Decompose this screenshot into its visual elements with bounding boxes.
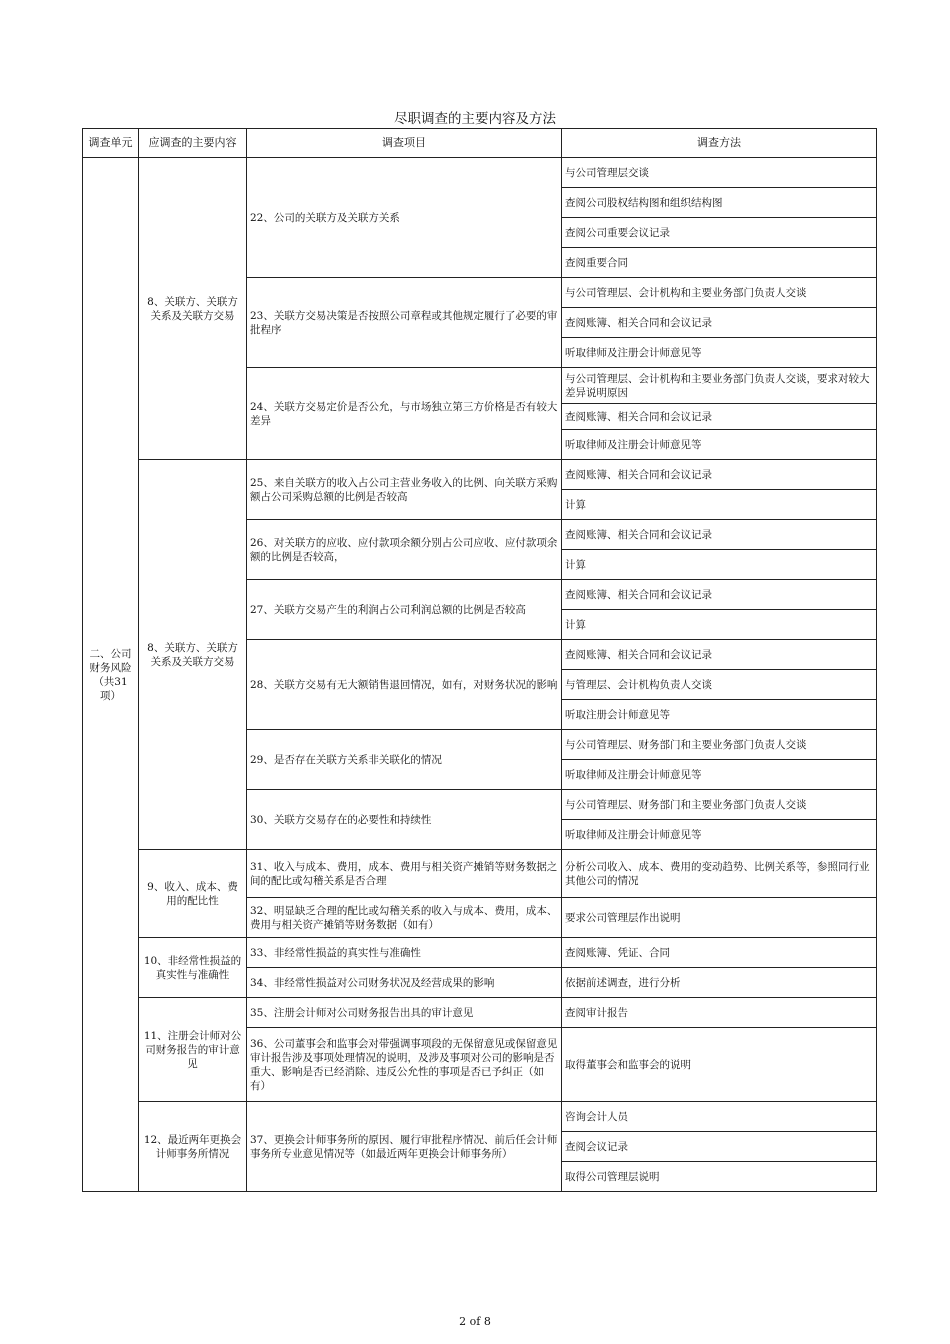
method-cell: 与公司管理层、财务部门和主要业务部门负责人交谈 xyxy=(562,730,877,760)
content-cell: 12、最近两年更换会计师事务所情况 xyxy=(139,1102,247,1192)
method-cell: 与公司管理层、会计机构和主要业务部门负责人交谈，要求对较大差异说明原因 xyxy=(562,368,877,404)
method-cell: 计算 xyxy=(562,610,877,640)
method-cell: 与公司管理层、会计机构和主要业务部门负责人交谈 xyxy=(562,278,877,308)
header-method: 调查方法 xyxy=(562,129,877,158)
method-cell: 查阅账簿、相关合同和会议记录 xyxy=(562,404,877,430)
item-cell: 31、收入与成本、费用，成本、费用与相关资产摊销等财务数据之间的配比或勾稽关系是否合理 xyxy=(247,850,562,898)
survey-unit: 二、公司财务风险（共31项） xyxy=(83,158,139,1192)
content-cell: 10、非经常性损益的真实性与准确性 xyxy=(139,938,247,998)
item-cell: 25、来自关联方的收入占公司主营业务收入的比例、向关联方采购额占公司采购总额的比例是否较高 xyxy=(247,460,562,520)
method-cell: 查阅账簿、相关合同和会议记录 xyxy=(562,308,877,338)
method-cell: 查阅账簿、相关合同和会议记录 xyxy=(562,520,877,550)
item-cell: 27、关联方交易产生的利润占公司利润总额的比例是否较高 xyxy=(247,580,562,640)
method-cell: 查阅账簿、凭证、合同 xyxy=(562,938,877,968)
table-row xyxy=(83,1102,877,1132)
method-cell: 取得公司管理层说明 xyxy=(562,1162,877,1192)
content-cell: 8、关联方、关联方关系及关联方交易 xyxy=(139,460,247,850)
table-row xyxy=(83,938,877,968)
method-cell: 与公司管理层交谈 xyxy=(562,158,877,188)
page-number: 2 of 8 xyxy=(459,1315,491,1328)
method-cell: 听取律师及注册会计师意见等 xyxy=(562,338,877,368)
table-row xyxy=(83,998,877,1028)
header-content: 应调查的主要内容 xyxy=(139,129,247,158)
method-cell: 咨询会计人员 xyxy=(562,1102,877,1132)
method-cell: 查阅重要合同 xyxy=(562,248,877,278)
page-title: 尽职调查的主要内容及方法 xyxy=(394,111,556,127)
item-cell: 33、非经常性损益的真实性与准确性 xyxy=(247,938,562,968)
item-cell: 32、明显缺乏合理的配比或勾稽关系的收入与成本、费用，成本、费用与相关资产摊销等财务数据（如有） xyxy=(247,898,562,938)
item-cell: 34、非经常性损益对公司财务状况及经营成果的影响 xyxy=(247,968,562,998)
method-cell: 查阅审计报告 xyxy=(562,998,877,1028)
due-diligence-table xyxy=(82,128,877,1192)
method-cell: 查阅会议记录 xyxy=(562,1132,877,1162)
item-cell: 24、关联方交易定价是否公允，与市场独立第三方价格是否有较大差异 xyxy=(247,368,562,460)
method-cell: 与公司管理层、财务部门和主要业务部门负责人交谈 xyxy=(562,790,877,820)
method-cell: 查阅公司股权结构图和组织结构图 xyxy=(562,188,877,218)
item-cell: 37、更换会计师事务所的原因、履行审批程序情况、前后任会计师事务所专业意见情况等（如最近两年更换会计师事务所） xyxy=(247,1102,562,1192)
method-cell: 查阅账簿、相关合同和会议记录 xyxy=(562,580,877,610)
header-unit: 调查单元 xyxy=(83,129,139,158)
item-cell: 26、对关联方的应收、应付款项余额分别占公司应收、应付款项余额的比例是否较高， xyxy=(247,520,562,580)
table-row xyxy=(83,850,877,898)
table-row xyxy=(83,158,877,188)
item-cell: 30、关联方交易存在的必要性和持续性 xyxy=(247,790,562,850)
method-cell: 计算 xyxy=(562,490,877,520)
method-cell: 要求公司管理层作出说明 xyxy=(562,898,877,938)
method-cell: 查阅账簿、相关合同和会议记录 xyxy=(562,460,877,490)
content-cell: 9、收入、成本、费用的配比性 xyxy=(139,850,247,938)
header-item: 调查项目 xyxy=(247,129,562,158)
method-cell: 查阅公司重要会议记录 xyxy=(562,218,877,248)
method-cell: 计算 xyxy=(562,550,877,580)
item-cell: 28、关联方交易有无大额销售退回情况，如有，对财务状况的影响 xyxy=(247,640,562,730)
item-cell: 22、公司的关联方及关联方关系 xyxy=(247,158,562,278)
header-row xyxy=(83,129,877,158)
method-cell: 听取注册会计师意见等 xyxy=(562,700,877,730)
item-cell: 35、注册会计师对公司财务报告出具的审计意见 xyxy=(247,998,562,1028)
item-cell: 29、是否存在关联方关系非关联化的情况 xyxy=(247,730,562,790)
method-cell: 听取律师及注册会计师意见等 xyxy=(562,430,877,460)
item-cell: 23、关联方交易决策是否按照公司章程或其他规定履行了必要的审批程序 xyxy=(247,278,562,368)
method-cell: 查阅账簿、相关合同和会议记录 xyxy=(562,640,877,670)
method-cell: 依据前述调查，进行分析 xyxy=(562,968,877,998)
content-cell: 8、关联方、关联方关系及关联方交易 xyxy=(139,158,247,460)
item-cell: 36、公司董事会和监事会对带强调事项段的无保留意见或保留意见审计报告涉及事项处理情况的说明，及涉及事项对公司的影响是否重大、影响是否已经消除、违反公允性的事项是否已予纠正（如有） xyxy=(247,1028,562,1102)
table-row xyxy=(83,460,877,490)
method-cell: 与管理层、会计机构负责人交谈 xyxy=(562,670,877,700)
method-cell: 分析公司收入、成本、费用的变动趋势、比例关系等，参照同行业其他公司的情况 xyxy=(562,850,877,898)
method-cell: 听取律师及注册会计师意见等 xyxy=(562,820,877,850)
method-cell: 听取律师及注册会计师意见等 xyxy=(562,760,877,790)
content-cell: 11、注册会计师对公司财务报告的审计意见 xyxy=(139,998,247,1102)
method-cell: 取得董事会和监事会的说明 xyxy=(562,1028,877,1102)
